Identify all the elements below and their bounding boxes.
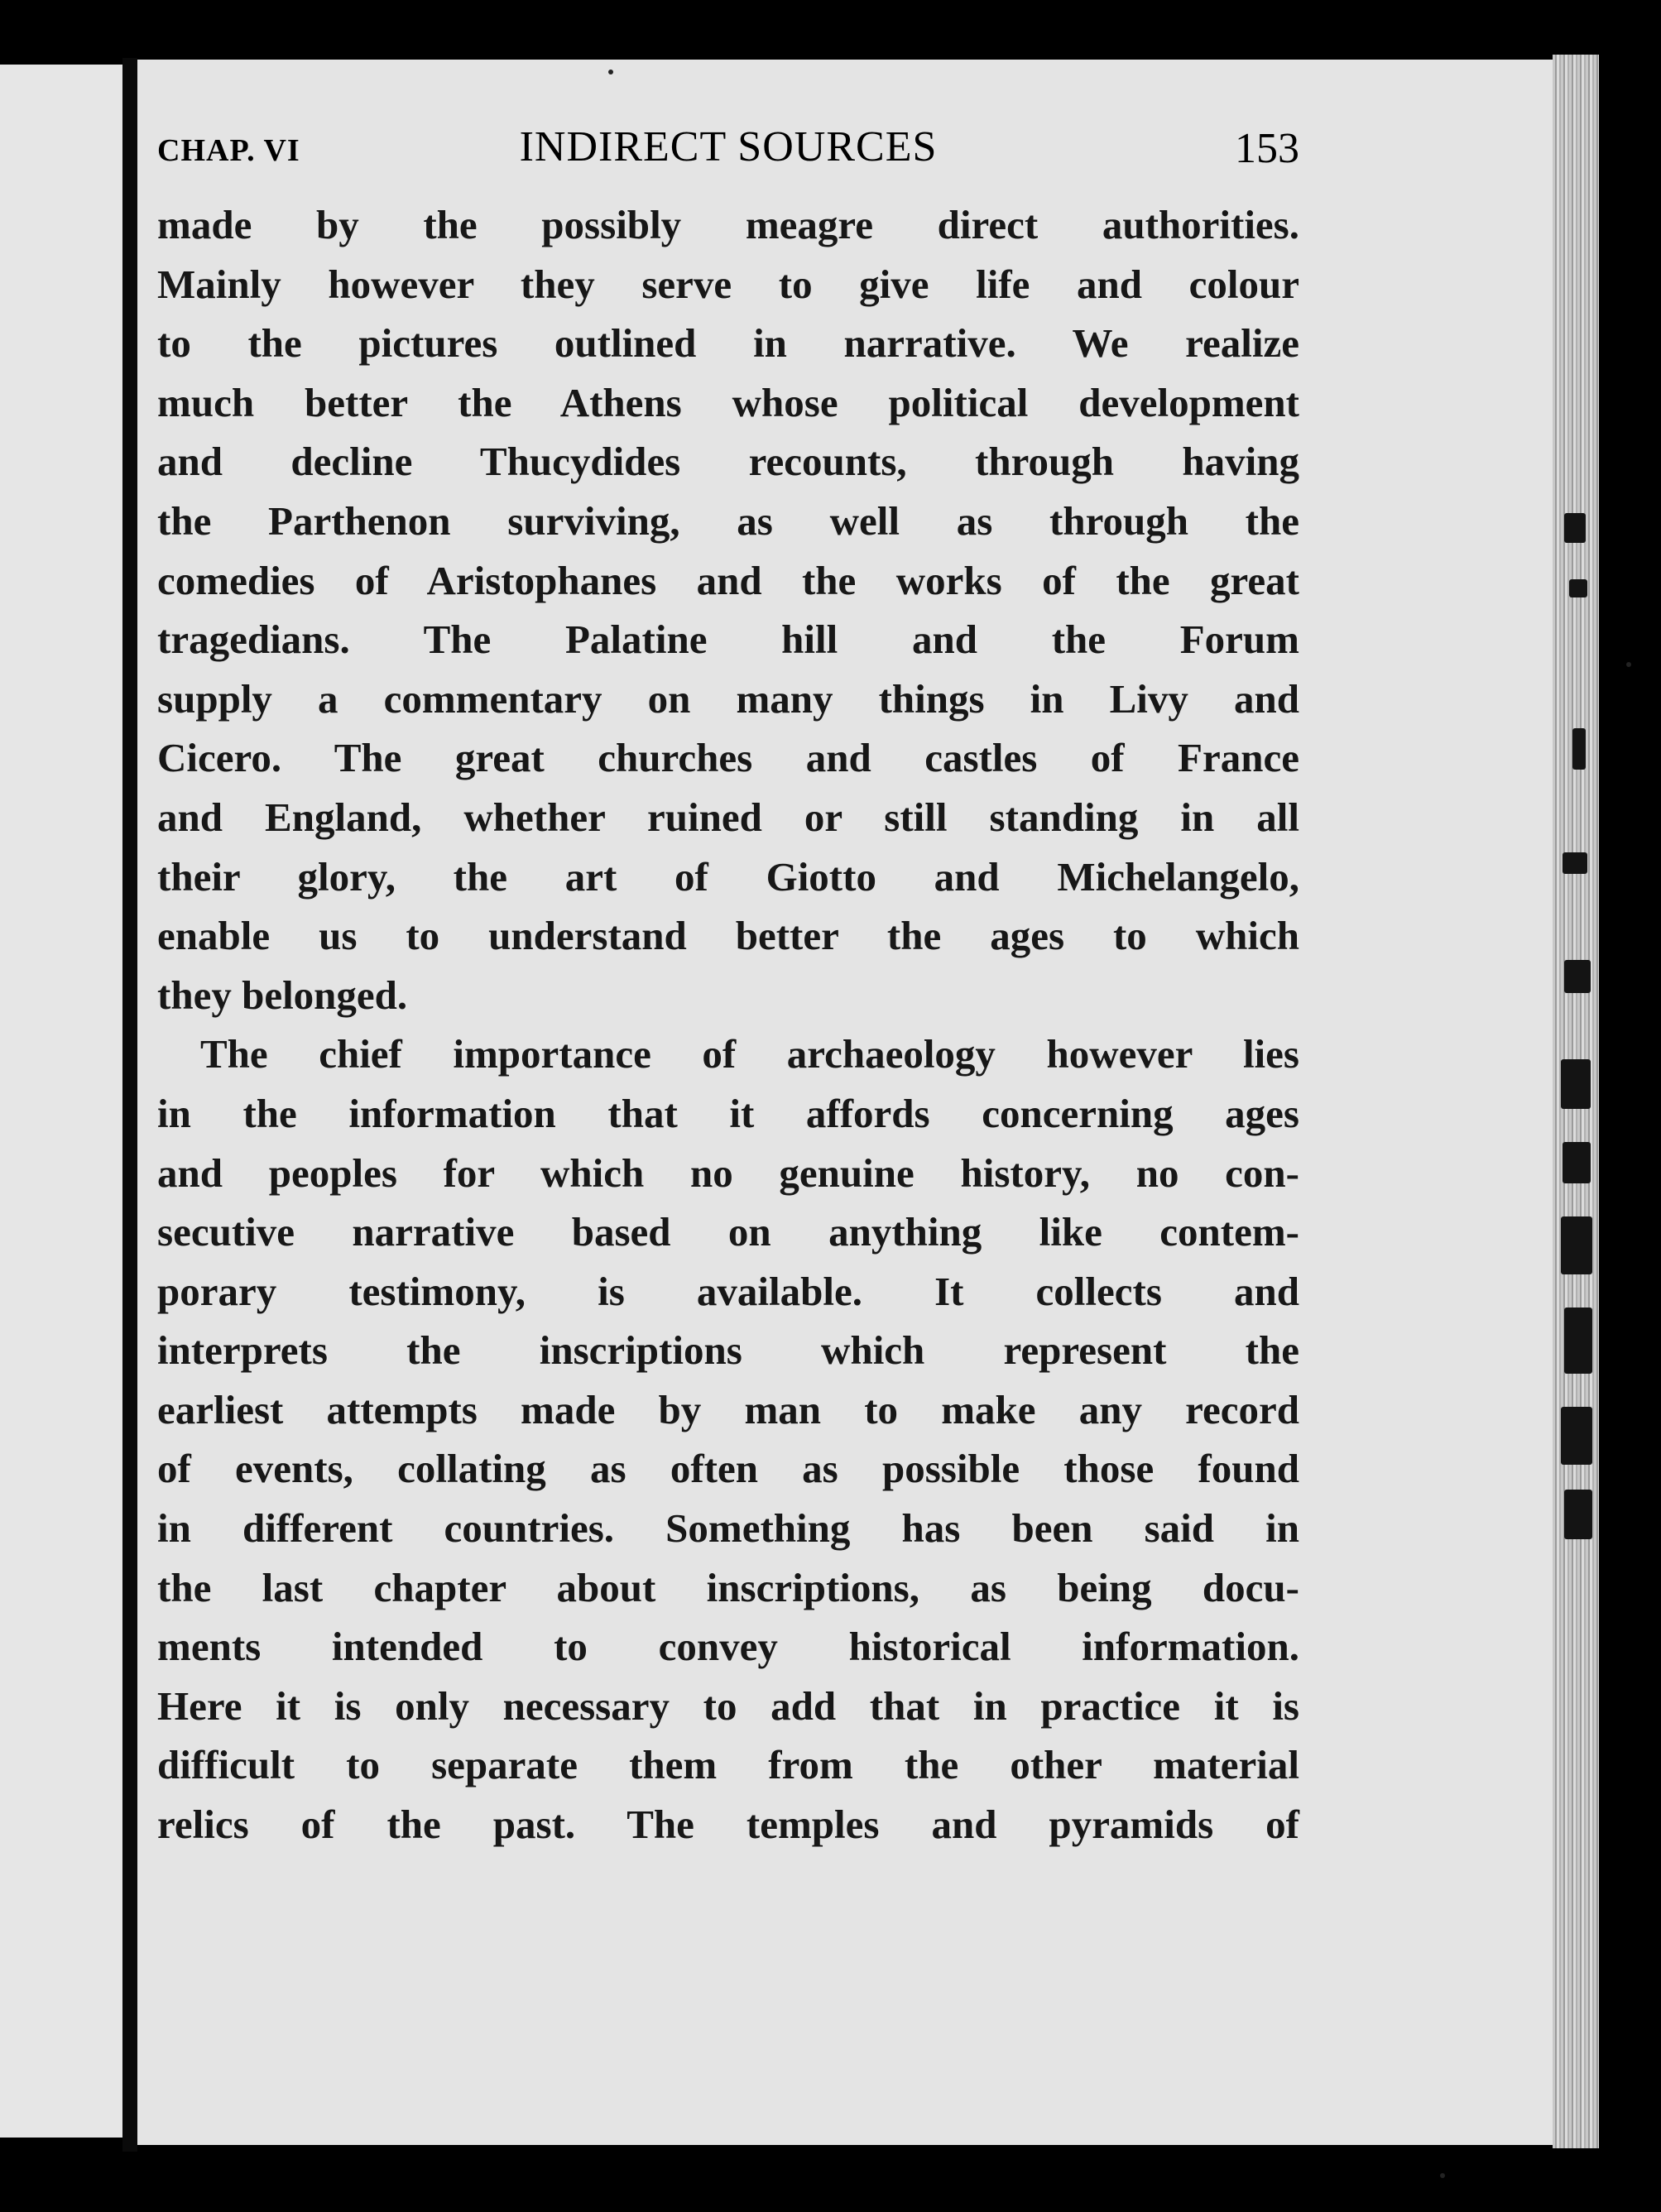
text-line: The chief importance of archaeology however lies <box>200 1031 1299 1077</box>
page-number: 153 <box>1235 125 1299 172</box>
speck <box>608 70 613 74</box>
text-line: porary testimony, is available. It collects and <box>157 1268 1299 1314</box>
running-head <box>157 122 1299 189</box>
text-line: the last chapter about inscriptions, as being docu- <box>157 1564 1299 1610</box>
text-line: in the information that it affords concerning ages <box>157 1090 1299 1136</box>
text-line: Mainly however they serve to give life and colour <box>157 261 1299 307</box>
text-line: and peoples for which no genuine history, no con- <box>157 1149 1299 1196</box>
text-line: to the pictures outlined in narrative. We realize <box>157 320 1299 367</box>
text-line: supply a commentary on many things in Livy and <box>157 675 1299 722</box>
text-line: of events, collating as often as possible those found <box>157 1446 1299 1492</box>
text-line: Cicero. The great churches and castles of France <box>157 735 1299 781</box>
text-line: they belonged. <box>157 972 408 1018</box>
text-line: much better the Athens whose political development <box>157 379 1299 425</box>
text-line: secutive narrative based on anything like contem- <box>157 1209 1299 1255</box>
text-line: ments intended to convey historical information. <box>157 1624 1299 1670</box>
text-line: earliest attempts made by man to make any record <box>157 1386 1299 1432</box>
text-line: relics of the past. The temples and pyramids of <box>157 1802 1299 1848</box>
text-line: tragedians. The Palatine hill and the Forum <box>157 617 1299 663</box>
speck <box>1626 662 1631 667</box>
paragraph <box>157 195 1299 1024</box>
speck <box>1440 2173 1445 2178</box>
paragraph <box>157 1024 1299 1854</box>
text-line: enable us to understand better the ages to which <box>157 913 1299 959</box>
text-line: made by the possibly meagre direct authorities. <box>157 202 1299 247</box>
text-line: and England, whether ruined or still standing in all <box>157 794 1299 840</box>
bleed-through-marks <box>1556 497 1597 1622</box>
gutter <box>122 58 137 2152</box>
text-line: the Parthenon surviving, as well as through the <box>157 497 1299 544</box>
text-line: in different countries. Something has been said in <box>157 1505 1299 1552</box>
text-line: Here it is only necessary to add that in practice it is <box>157 1682 1299 1729</box>
body-text <box>157 195 1299 1855</box>
left-page-edge <box>0 65 122 2138</box>
running-title: INDIRECT SOURCES <box>519 123 938 170</box>
text-line: comedies of Aristophanes and the works of the great <box>157 557 1299 603</box>
text-line: interprets the inscriptions which represent the <box>157 1327 1299 1374</box>
chapter-label: CHAP. VI <box>157 133 300 168</box>
text-line: their glory, the art of Giotto and Michelangelo, <box>157 853 1299 900</box>
text-line: difficult to separate them from the other material <box>157 1742 1299 1788</box>
text-line: and decline Thucydides recounts, through having <box>157 439 1299 485</box>
